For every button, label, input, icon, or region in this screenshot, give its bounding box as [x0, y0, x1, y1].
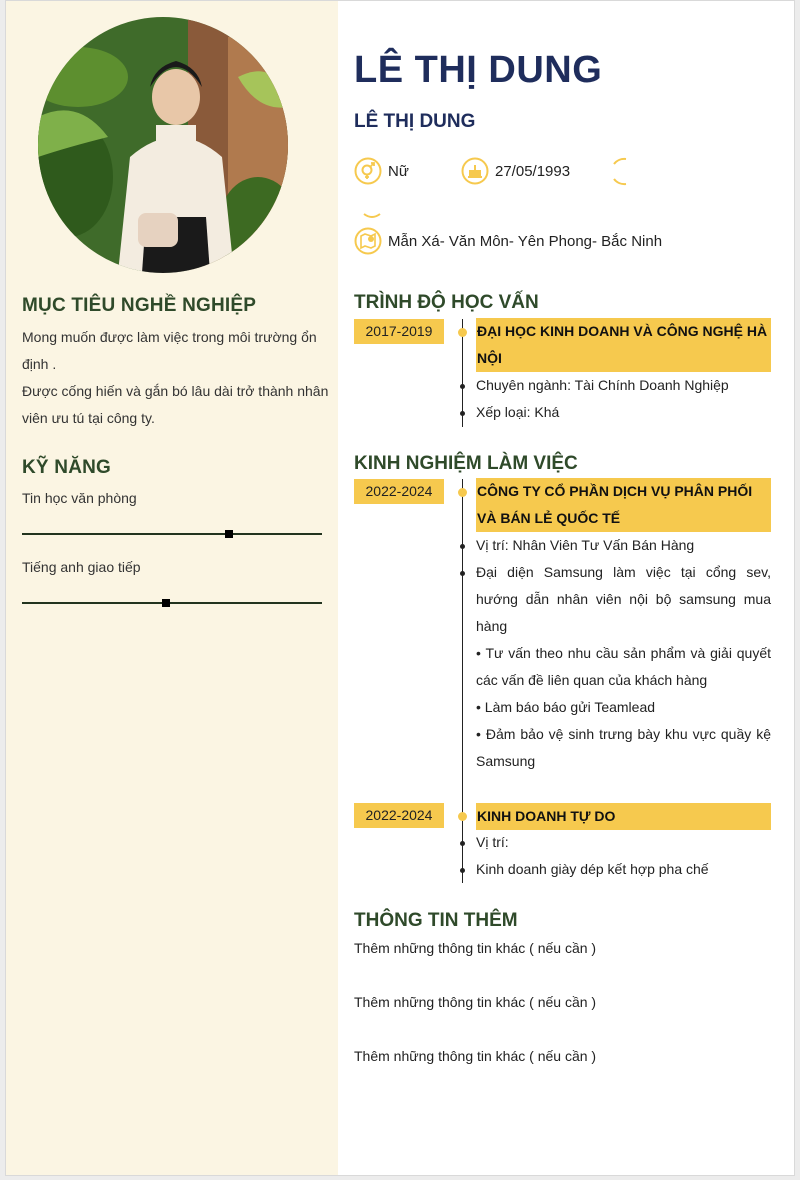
- job1-desc-1: Đại diện Samsung làm việc tại cổng sev, hướng dẫn nhân viên nội bộ samsung mua hàng: [476, 564, 771, 634]
- name-subheading: LÊ THỊ DUNG: [354, 111, 476, 132]
- skill-level-marker-2: [162, 599, 170, 607]
- skill-name-1: Tin học văn phòng: [22, 490, 137, 506]
- job1-desc-2: • Tư vấn theo nhu cầu sản phẩm và giải quyết các vấn đề liên quan của khách hàng: [476, 645, 771, 688]
- job1-desc-3: • Làm báo báo gửi Teamlead: [476, 699, 656, 715]
- job2-timeline-dot: [458, 812, 467, 821]
- job1-bullet-2: [460, 571, 465, 576]
- job2-company: KINH DOANH TỰ DO: [476, 803, 771, 830]
- skill-bar-2: [22, 602, 322, 604]
- education-school: ĐẠI HỌC KINH DOANH VÀ CÔNG NGHỆ HÀ NỘI: [476, 318, 771, 372]
- experience-title: KINH NGHIỆM LÀM VIỆC: [354, 453, 578, 474]
- extra-title: THÔNG TIN THÊM: [354, 910, 518, 931]
- job1-desc-4: • Đảm bảo vệ sinh trưng bày khu vực quầy kệ Samsung: [476, 726, 771, 769]
- education-grade: Xếp loại: Khá: [476, 404, 560, 420]
- job2-desc-1: Kinh doanh giày dép kết hợp pha chế: [476, 861, 709, 877]
- job2-bullet-1: [460, 841, 465, 846]
- left-sidebar: [6, 1, 338, 1175]
- gender-icon: [354, 157, 382, 185]
- name-heading: LÊ THỊ DUNG: [354, 49, 603, 91]
- avatar-illustration: [38, 17, 288, 273]
- education-timeline-dot: [458, 328, 467, 337]
- email-icon-partial: [358, 212, 386, 220]
- education-title: TRÌNH ĐỘ HỌC VẤN: [354, 292, 539, 313]
- job2-date: 2022-2024: [354, 803, 444, 828]
- birthday-info: [461, 157, 570, 185]
- extra-line-1: Thêm những thông tin khác ( nếu cần ): [354, 940, 597, 956]
- objective-line-2: Được cống hiến và gắn bó lâu dài trở thành nhân viên ưu tú tại công ty.: [22, 383, 329, 426]
- gender-value: Nữ: [388, 162, 409, 180]
- address-info: [354, 227, 662, 255]
- skill-level-marker-1: [225, 530, 233, 538]
- extra-line-2: Thêm những thông tin khác ( nếu cần ): [354, 994, 597, 1010]
- cv-page: [5, 0, 795, 1176]
- objective-title: MỤC TIÊU NGHỀ NGHIỆP: [22, 295, 257, 316]
- skill-bar-1: [22, 533, 322, 535]
- avatar-photo: [38, 17, 288, 273]
- job1-position: Vị trí: Nhân Viên Tư Vấn Bán Hàng: [476, 537, 695, 553]
- job2-position: Vị trí:: [476, 834, 509, 850]
- objective-line-1: Mong muốn được làm việc trong môi trường ổn định .: [22, 329, 317, 372]
- education-major: Chuyên ngành: Tài Chính Doanh Nghiệp: [476, 377, 729, 393]
- birthday-value: 27/05/1993: [495, 162, 571, 180]
- birthday-cake-icon: [461, 157, 489, 185]
- phone-icon-partial: [608, 157, 636, 187]
- job1-company: CÔNG TY CỔ PHẦN DỊCH VỤ PHÂN PHỐI VÀ BÁN LẺ QUỐC TẾ: [476, 478, 771, 532]
- skills-title: KỸ NĂNG: [22, 457, 112, 478]
- address-value: Mẫn Xá- Văn Môn- Yên Phong- Bắc Ninh: [388, 232, 663, 250]
- education-date: 2017-2019: [354, 319, 444, 344]
- education-bullet-1: [460, 384, 465, 389]
- gender-info: [354, 157, 409, 185]
- map-location-icon: [354, 227, 382, 255]
- experience-timeline-line: [462, 479, 463, 883]
- job1-timeline-dot: [458, 488, 467, 497]
- job1-bullet-1: [460, 544, 465, 549]
- job1-date: 2022-2024: [354, 479, 444, 504]
- extra-line-3: Thêm những thông tin khác ( nếu cần ): [354, 1048, 597, 1064]
- job2-bullet-2: [460, 868, 465, 873]
- skill-name-2: Tiếng anh giao tiếp: [22, 559, 141, 575]
- education-bullet-2: [460, 411, 465, 416]
